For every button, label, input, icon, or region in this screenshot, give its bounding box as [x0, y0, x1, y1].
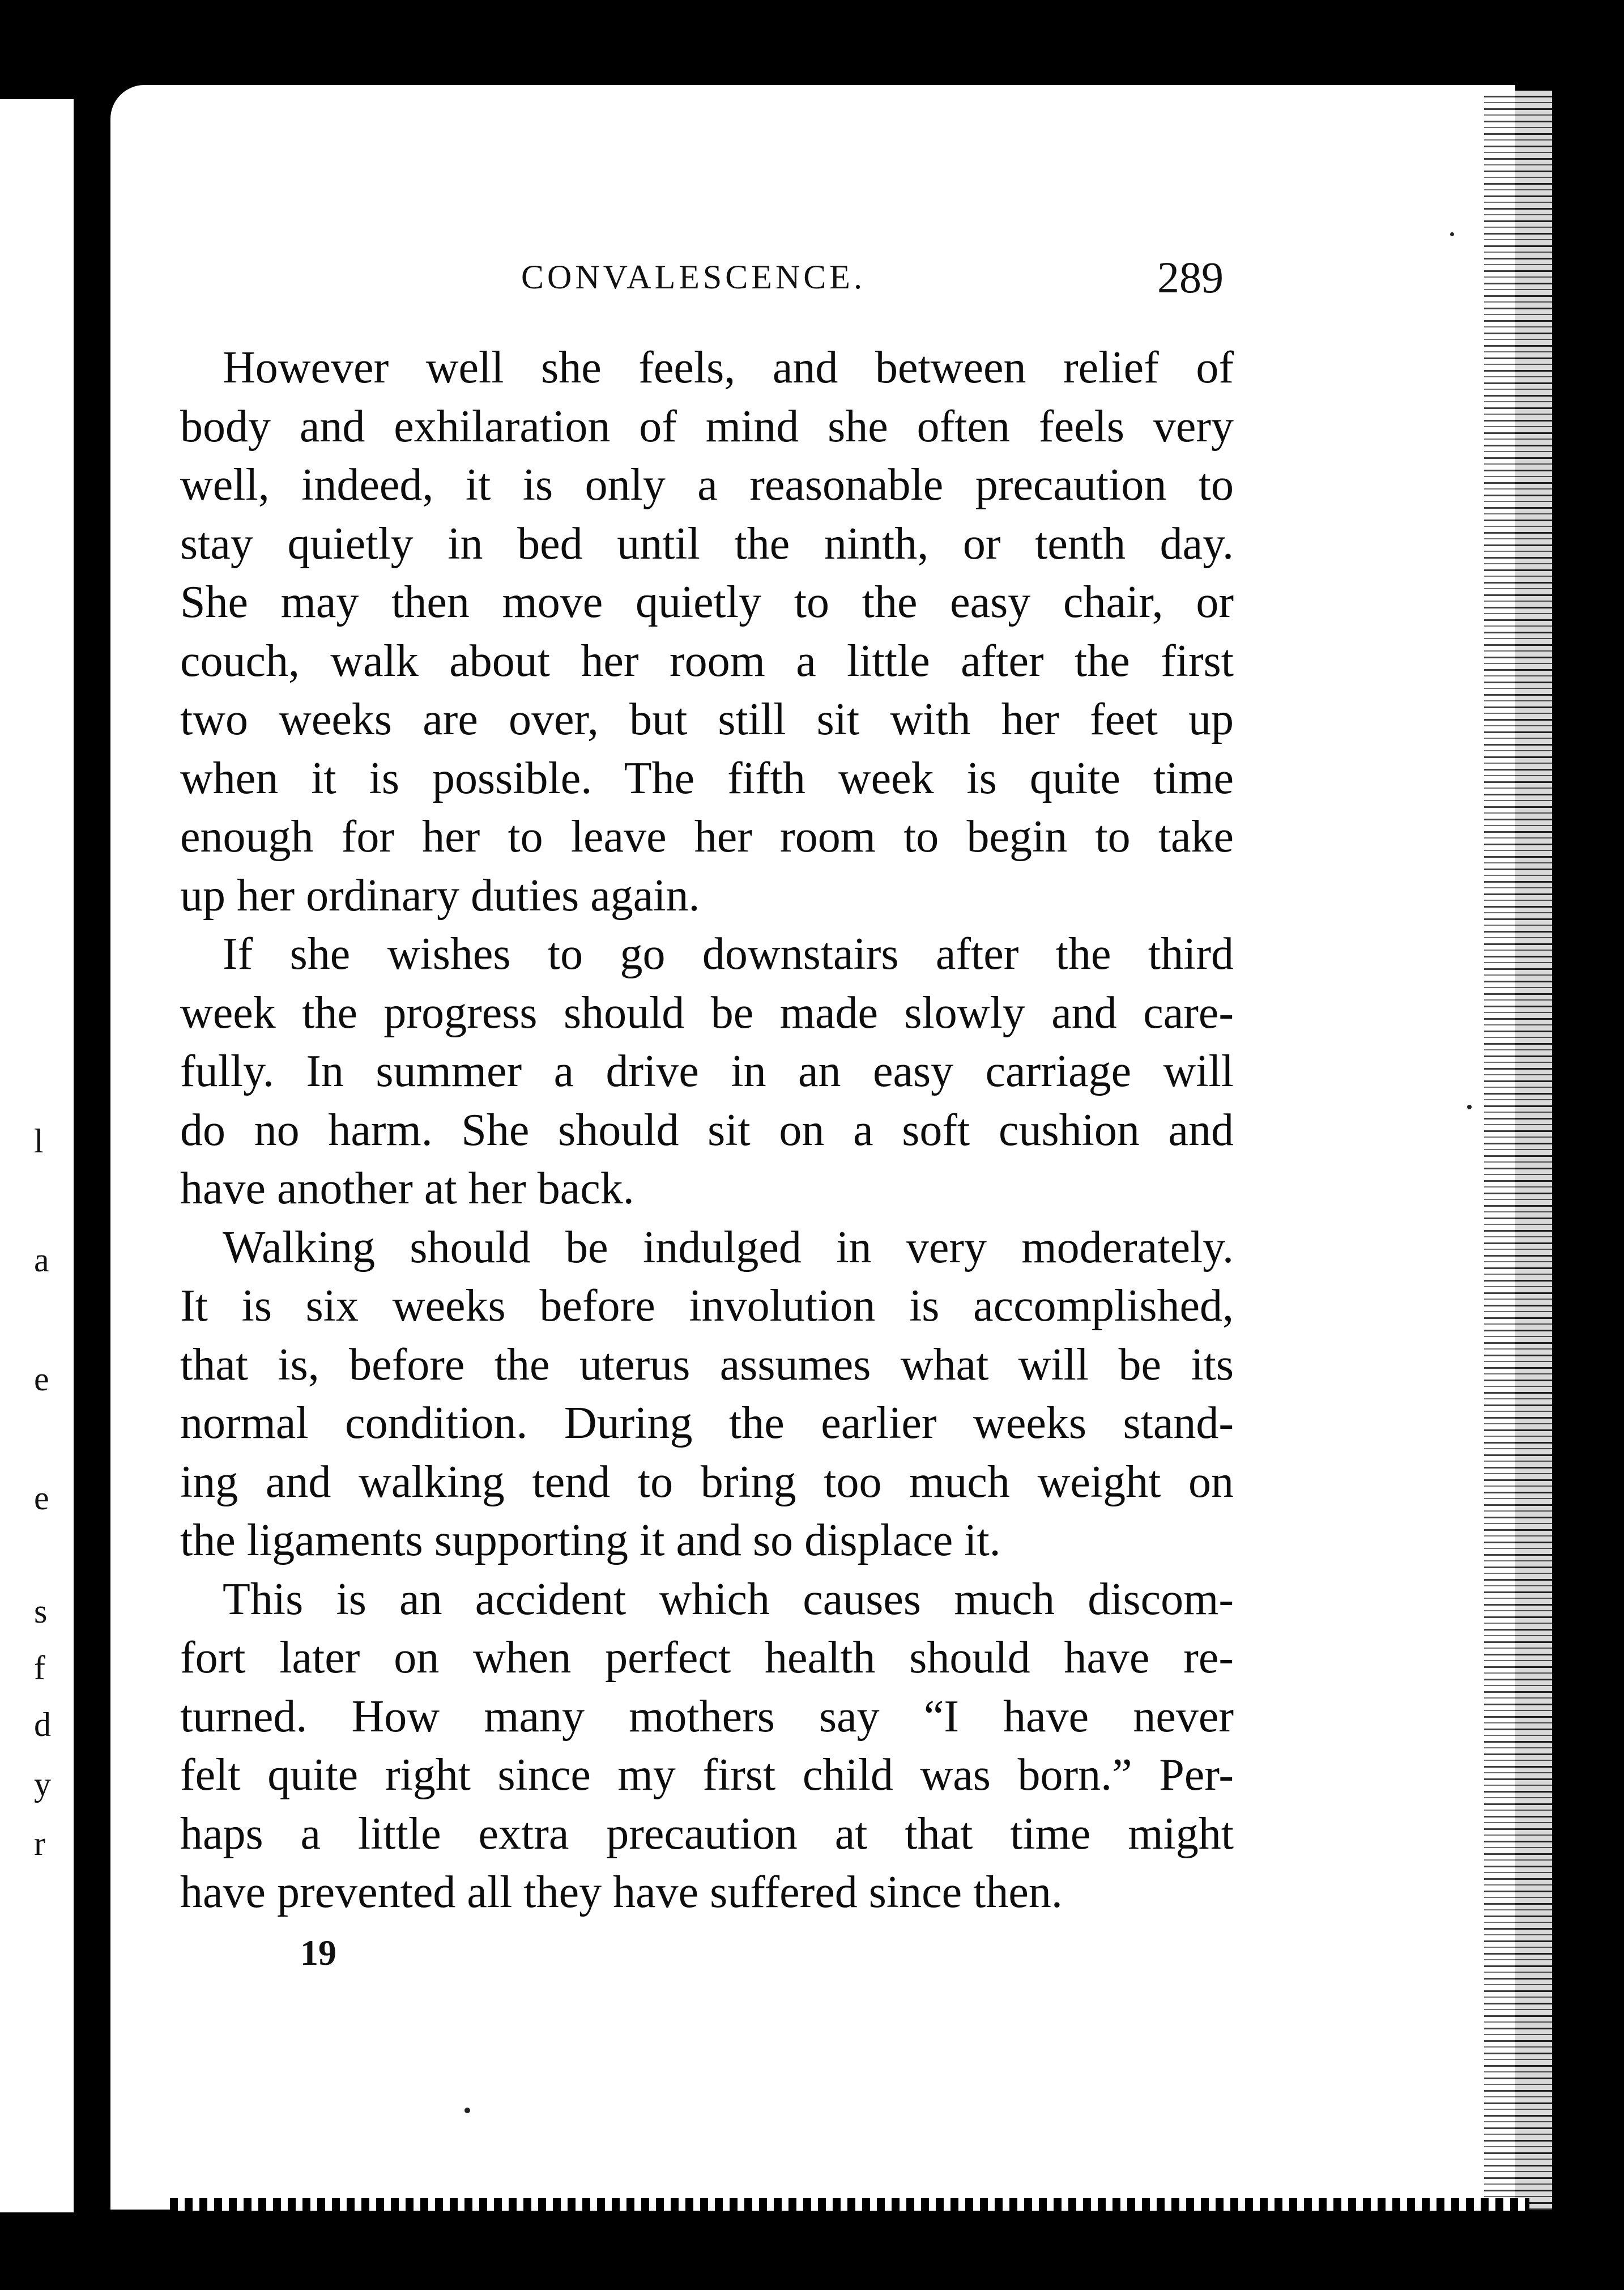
body-text [180, 339, 1234, 1922]
page-edge-texture [1484, 91, 1552, 2210]
scan-speck [1467, 1105, 1472, 1109]
scan-speck [464, 2108, 470, 2113]
fragment-letter: a [34, 1241, 49, 1279]
paragraph [180, 1219, 1234, 1570]
text-line: normal condition. During the earlier weeks stand- [180, 1398, 1234, 1448]
fragment-letter: f [34, 1649, 45, 1687]
text-line: She may then move quietly to the easy chair, or [180, 577, 1234, 627]
text-line: Walking should be indulged in very moderately. [223, 1222, 1234, 1272]
text-line: that is, before the uterus assumes what will be its [180, 1339, 1234, 1390]
fragment-letter: r [34, 1825, 45, 1862]
text-line: It is six weeks before involution is accomplished, [180, 1281, 1234, 1331]
text-line: when it is possible. The fifth week is quite time [180, 753, 1234, 803]
page-header [187, 252, 1224, 314]
text-line: fort later on when perfect health should have re- [180, 1633, 1234, 1683]
text-line: couch, walk about her room a little after the first [180, 636, 1234, 686]
text-line: However well she feels, and between relief of [223, 343, 1234, 393]
paragraph [180, 925, 1234, 1219]
text-line: fully. In summer a drive in an easy carriage will [180, 1046, 1234, 1096]
text-line: the ligaments supporting it and so displace it. [180, 1516, 1001, 1565]
running-head: CONVALESCENCE. [521, 258, 866, 296]
text-line: do no harm. She should sit on a soft cushion and [180, 1105, 1234, 1155]
fragment-letter: e [34, 1479, 49, 1517]
signature-mark: 19 [300, 1933, 336, 1973]
text-line: have prevented all they have suffered since then. [180, 1867, 1063, 1917]
text-line: If she wishes to go downstairs after the third [223, 929, 1234, 979]
fragment-letter: d [34, 1706, 51, 1743]
text-line: enough for her to leave her room to begin to take [180, 812, 1234, 862]
text-line: well, indeed, it is only a reasonable precaution to [180, 460, 1234, 510]
paragraph [180, 1570, 1234, 1922]
text-line: have another at her back. [180, 1164, 634, 1214]
text-line: This is an accident which causes much discom- [223, 1574, 1234, 1624]
text-line: two weeks are over, but still sit with her feet up [180, 695, 1234, 744]
text-line: week the progress should be made slowly and care- [180, 987, 1234, 1038]
fragment-letter: l [34, 1122, 44, 1160]
text-line: body and exhilaration of mind she often feels very [180, 401, 1234, 452]
paragraph [180, 339, 1234, 925]
page-number: 289 [1157, 253, 1224, 302]
text-line: up her ordinary duties again. [180, 870, 700, 921]
text-line: stay quietly in bed until the ninth, or tenth day. [180, 518, 1234, 569]
text-line: haps a little extra precaution at that time might [180, 1808, 1234, 1859]
text-line: turned. How many mothers say “I have never [180, 1691, 1234, 1742]
page-bottom-edge [170, 2198, 1529, 2211]
text-line: felt quite right since my first child was born.” Per- [180, 1750, 1234, 1800]
adjacent-page-text-fragments [34, 1122, 102, 1915]
fragment-letter: s [34, 1593, 48, 1630]
scan-speck [1450, 232, 1454, 236]
fragment-letter: e [34, 1360, 49, 1398]
fragment-letter: y [34, 1765, 51, 1803]
text-line: ing and walking tend to bring too much weight on [180, 1457, 1234, 1507]
